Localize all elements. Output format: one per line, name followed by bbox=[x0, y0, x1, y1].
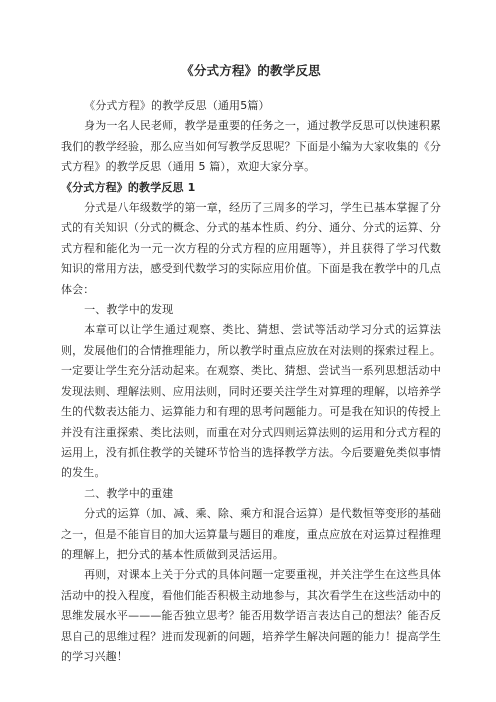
intro-line: 《分式方程》的教学反思（通用5篇） bbox=[84, 99, 270, 112]
paragraph-3: 分式的运算（加、减、乘、除、乘方和混合运算）是代数恒等变形的基础之一，但是不能盲目的加大运算量与题目的难度，重点应放在对运算过程推理的理解上，把分式的基本性质做到灵活运用。 bbox=[61, 507, 441, 561]
subheading-1: 一、教学中的发现 bbox=[84, 303, 174, 317]
paragraph-2: 本章可以让学生通过观察、类比、猜想、尝试等活动学习分式的运算法则，发展他们的合情推理能力，所以教学时重点应放在对法则的探索过程上。一定要让学生充分活动起来。在观察、类比、猜想、尝试当一系列思想活动中发现法则、理解法则、应用法则，同时还要关注学生对算理的理解，以培养学生的代数表达能力、运算能力和有理的思考问题能力。可是我在知识的传授上并没有注重探索、类比法则，而重在对分式四则运算法则的运用和分式方程的运用上，没有抓住教学的关键环节恰当的选择教学方法。今后要避免类似事情的发生。 bbox=[61, 323, 441, 480]
paragraph-1: 分式是八年级数学的第一章，经历了三周多的学习，学生已基本掌握了分式的有关知识（分式的概念、分式的基本性质、约分、通分、分式的运算、分式方程和能化为一元一次方程的分式方程的应用题等），并且获得了学习代数知识的常用方法，感受到代数学习的实际应用价值。下面是我在教学中的几点体会： bbox=[61, 201, 441, 296]
page-title: 《分式方程》的教学反思 bbox=[181, 63, 321, 78]
subheading-2: 二、教学中的重建 bbox=[84, 486, 174, 500]
paragraph-4: 再则，对课本上关于分式的具体问题一定要重视，并关注学生在这些具体活动中的投入程度，看他们能否积极主动地参与，其次看学生在这些活动中的思维发展水平———能否独立思考？能否用数学语言表达自己的想法？能否反思自己的思维过程？进而发现新的问题，培养学生解决问题的能力！提高学生的学习兴趣！ bbox=[61, 568, 441, 663]
section-heading: 《分式方程》的教学反思 1 bbox=[61, 180, 196, 194]
lead-paragraph: 身为一名人民老师，教学是重要的任务之一，通过教学反思可以快速积累我们的教学经验，那么应当如何写教学反思呢？下面是小编为大家收集的《分式方程》的教学反思（通用 5 篇），欢迎大家分享。 bbox=[61, 119, 441, 174]
